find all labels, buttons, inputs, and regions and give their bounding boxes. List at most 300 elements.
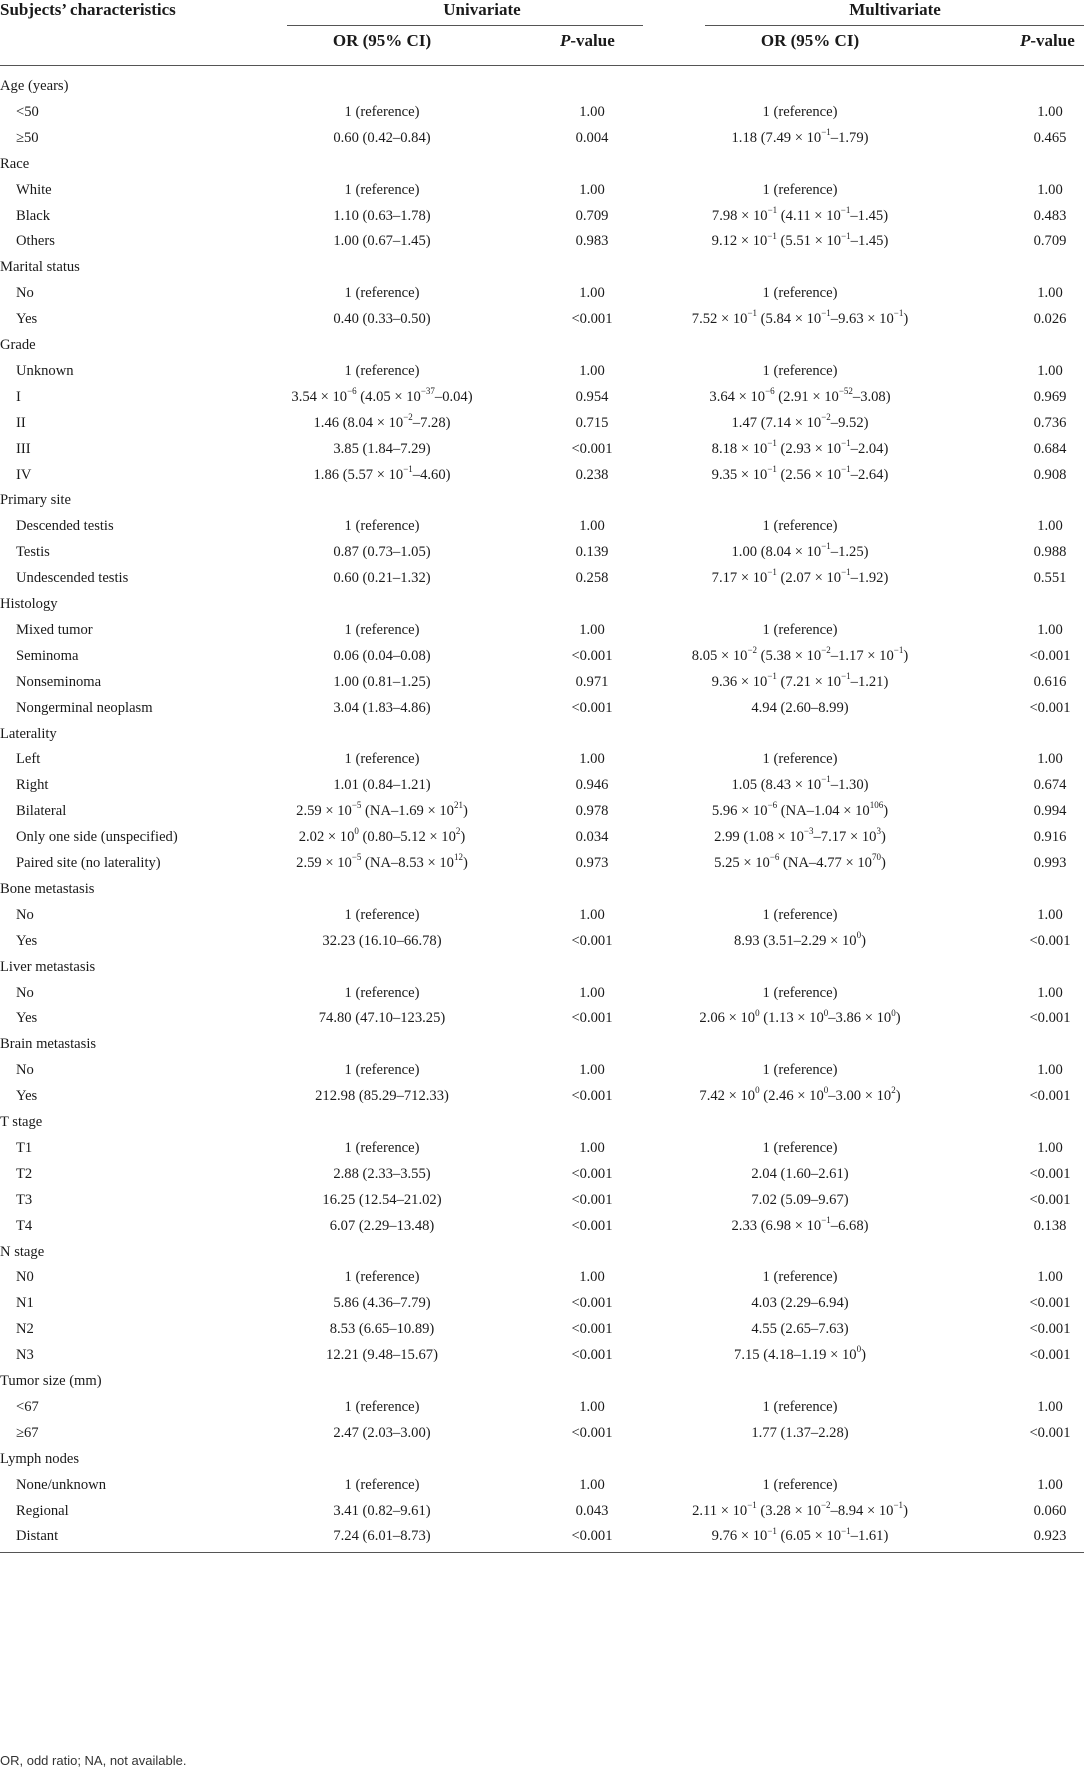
table-header-top bbox=[0, 0, 1084, 22]
table-row bbox=[0, 178, 1084, 204]
row-label: Bone metastasis bbox=[0, 880, 95, 897]
row-label: T stage bbox=[0, 1114, 43, 1130]
row-label: I bbox=[16, 388, 21, 405]
multivariate-or-cell: 1 (reference) bbox=[762, 1476, 838, 1493]
table-row bbox=[0, 540, 1084, 566]
univariate-p-cell: 1.00 bbox=[579, 518, 605, 535]
table-row bbox=[0, 773, 1084, 799]
group-header-row bbox=[0, 255, 1084, 281]
row-label: Undescended testis bbox=[16, 570, 129, 587]
univariate-p-cell: <0.001 bbox=[571, 440, 613, 457]
row-label: II bbox=[16, 414, 26, 431]
row-label: Yes bbox=[16, 932, 38, 949]
univariate-p-cell: <0.001 bbox=[571, 1321, 613, 1338]
multivariate-p-cell: 0.988 bbox=[1033, 544, 1067, 561]
univariate-p-cell: 0.715 bbox=[575, 414, 609, 431]
univariate-or-cell: 7.24 (6.01–8.73) bbox=[333, 1528, 431, 1545]
multivariate-p-cell: 1.00 bbox=[1037, 1062, 1063, 1079]
univariate-rule bbox=[287, 25, 643, 26]
multivariate-or-cell: 1.18 $(7.49 \times 10^{-1}-1.79)$ bbox=[731, 126, 869, 146]
table-row bbox=[0, 1136, 1084, 1162]
multivariate-p-cell: 1.00 bbox=[1037, 621, 1063, 638]
multivariate-p-cell: 1.00 bbox=[1037, 1139, 1063, 1156]
table-row bbox=[0, 851, 1084, 877]
p-italic: P bbox=[1020, 31, 1031, 50]
table-row bbox=[0, 307, 1084, 333]
univariate-p-cell: <0.001 bbox=[571, 1088, 613, 1105]
table-row bbox=[0, 100, 1084, 126]
row-label: N stage bbox=[0, 1243, 45, 1260]
row-label: Mixed tumor bbox=[16, 621, 93, 638]
multivariate-p-cell: 0.465 bbox=[1033, 129, 1067, 146]
univariate-p-cell: 0.004 bbox=[575, 129, 609, 146]
row-label: Left bbox=[16, 751, 41, 768]
group-header-row bbox=[0, 955, 1084, 981]
univariate-p-cell: 1.00 bbox=[579, 906, 605, 923]
univariate-or-cell: 1.00 (0.81–1.25) bbox=[333, 673, 431, 690]
header-univariate-or: OR (95% CI) bbox=[332, 31, 432, 50]
table-row bbox=[0, 126, 1084, 152]
multivariate-or-cell: 1 (reference) bbox=[762, 1398, 838, 1415]
univariate-or-cell: 74.80 (47.10–123.25) bbox=[318, 1010, 446, 1027]
row-label: Only one side (unspecified) bbox=[16, 829, 178, 846]
table-header-sub bbox=[0, 28, 1084, 58]
table-row bbox=[0, 1421, 1084, 1447]
univariate-or-cell: 3.04 (1.83–4.86) bbox=[333, 699, 431, 716]
row-label: Tumor size (mm) bbox=[0, 1373, 102, 1389]
group-header-row bbox=[0, 592, 1084, 618]
multivariate-p-cell: 1.00 bbox=[1037, 984, 1063, 1001]
row-label: None/unknown bbox=[16, 1476, 106, 1493]
multivariate-or-cell: $2.06 \times 10^0$ $(1.13 \times 10^0-3.86 \times 10^0)$ bbox=[699, 1007, 901, 1027]
row-label: No bbox=[16, 1062, 34, 1079]
univariate-or-cell: 1 (reference) bbox=[344, 285, 420, 302]
multivariate-p-cell: <0.001 bbox=[1029, 932, 1071, 949]
row-label: III bbox=[16, 440, 31, 457]
row-label: <67 bbox=[16, 1398, 39, 1415]
group-header-row bbox=[0, 1447, 1084, 1473]
univariate-p-cell: 1.00 bbox=[579, 751, 605, 768]
multivariate-p-cell: <0.001 bbox=[1029, 1088, 1071, 1105]
row-label: N0 bbox=[16, 1269, 34, 1286]
univariate-or-cell: 0.06 (0.04–0.08) bbox=[333, 647, 431, 664]
univariate-or-cell: 1 (reference) bbox=[344, 621, 420, 638]
univariate-or-cell: 212.98 (85.29–712.33) bbox=[315, 1088, 449, 1105]
multivariate-p-cell: 0.709 bbox=[1033, 233, 1067, 250]
multivariate-p-cell: 1.00 bbox=[1037, 1398, 1063, 1415]
univariate-or-cell: 1 (reference) bbox=[344, 518, 420, 535]
row-label: Histology bbox=[0, 596, 58, 612]
univariate-or-cell: $2.59 \times 10^{-5}$ $(NA-8.53 \times 10^{12})$ bbox=[296, 852, 468, 871]
row-label: White bbox=[16, 181, 52, 198]
multivariate-rule bbox=[705, 25, 1084, 26]
group-header-row bbox=[0, 488, 1084, 514]
header-univariate-p bbox=[560, 31, 615, 51]
multivariate-p-cell: 1.00 bbox=[1037, 362, 1063, 379]
univariate-or-cell: 2.47 (2.03–3.00) bbox=[333, 1424, 431, 1441]
univariate-p-cell: 0.983 bbox=[575, 233, 609, 250]
p-label: -value bbox=[570, 31, 615, 50]
row-label: Distant bbox=[16, 1528, 59, 1545]
univariate-p-cell: 1.00 bbox=[579, 1139, 605, 1156]
multivariate-or-cell: 1 (reference) bbox=[762, 906, 838, 923]
univariate-p-cell: <0.001 bbox=[571, 932, 613, 949]
univariate-or-cell: 1.46 $(8.04 \times 10^{-2}-7.28)$ bbox=[313, 411, 451, 431]
multivariate-p-cell: 1.00 bbox=[1037, 1476, 1063, 1493]
row-label: T4 bbox=[16, 1217, 33, 1234]
multivariate-or-cell: $8.18 \times 10^{-1}$ $(2.93 \times 10^{-1}-2.04)$ bbox=[711, 437, 889, 457]
row-label: Yes bbox=[16, 1088, 38, 1105]
univariate-or-cell: 0.60 (0.42–0.84) bbox=[333, 129, 431, 146]
multivariate-or-cell: $7.17 \times 10^{-1}$ $(2.07 \times 10^{-1}-1.92)$ bbox=[711, 567, 889, 587]
table-row bbox=[0, 229, 1084, 255]
table-row bbox=[0, 1058, 1084, 1084]
univariate-p-cell: 0.258 bbox=[575, 570, 609, 587]
row-label: No bbox=[16, 285, 34, 302]
table-row bbox=[0, 929, 1084, 955]
multivariate-p-cell: 0.969 bbox=[1033, 388, 1067, 405]
univariate-p-cell: 0.139 bbox=[575, 544, 609, 561]
univariate-p-cell: <0.001 bbox=[571, 699, 613, 716]
table-row bbox=[0, 696, 1084, 722]
univariate-p-cell: 0.709 bbox=[575, 207, 609, 224]
row-label: T1 bbox=[16, 1139, 33, 1156]
univariate-or-cell: 3.85 (1.84–7.29) bbox=[333, 440, 431, 457]
row-label: Grade bbox=[0, 337, 36, 353]
row-label: Yes bbox=[16, 1010, 38, 1027]
univariate-p-cell: 1.00 bbox=[579, 984, 605, 1001]
group-header-row bbox=[0, 333, 1084, 359]
univariate-p-cell: 1.00 bbox=[579, 1269, 605, 1286]
row-label: T3 bbox=[16, 1191, 33, 1208]
univariate-p-cell: <0.001 bbox=[571, 1165, 613, 1182]
multivariate-p-cell: 0.674 bbox=[1033, 777, 1067, 794]
table-row bbox=[0, 1084, 1084, 1110]
multivariate-p-cell: <0.001 bbox=[1029, 647, 1071, 664]
univariate-or-cell: 0.87 (0.73–1.05) bbox=[333, 544, 431, 561]
row-label: Right bbox=[16, 777, 49, 794]
multivariate-or-cell: 1 (reference) bbox=[762, 362, 838, 379]
multivariate-or-cell: 1 (reference) bbox=[762, 1269, 838, 1286]
multivariate-p-cell: 0.026 bbox=[1033, 311, 1067, 328]
univariate-p-cell: 0.973 bbox=[575, 855, 609, 871]
row-label: Testis bbox=[16, 544, 50, 561]
univariate-p-cell: <0.001 bbox=[571, 1295, 613, 1312]
univariate-or-cell: 0.40 (0.33–0.50) bbox=[333, 311, 431, 328]
multivariate-p-cell: 1.00 bbox=[1037, 751, 1063, 768]
row-label: Regional bbox=[16, 1502, 69, 1519]
multivariate-or-cell: 1 (reference) bbox=[762, 103, 838, 120]
univariate-or-cell: 8.53 (6.65–10.89) bbox=[329, 1321, 435, 1338]
multivariate-p-cell: 0.684 bbox=[1033, 440, 1067, 457]
group-header-row bbox=[0, 877, 1084, 903]
row-label: Others bbox=[16, 233, 55, 250]
multivariate-or-cell: 1 (reference) bbox=[762, 984, 838, 1001]
multivariate-p-cell: <0.001 bbox=[1029, 1010, 1071, 1027]
multivariate-or-cell: $8.05 \times 10^{-2}$ $(5.38 \times 10^{-2}-1.17 \times 10^{-1})$ bbox=[691, 644, 909, 664]
row-label: No bbox=[16, 906, 34, 923]
row-label: IV bbox=[16, 466, 32, 483]
multivariate-p-cell: <0.001 bbox=[1029, 1191, 1071, 1208]
multivariate-or-cell: $5.25 \times 10^{-6}$ $(NA-4.77 \times 10^{70})$ bbox=[714, 852, 886, 871]
group-header-row bbox=[0, 74, 1084, 100]
table-row bbox=[0, 1291, 1084, 1317]
univariate-p-cell: 1.00 bbox=[579, 181, 605, 198]
multivariate-or-cell: 4.03 (2.29–6.94) bbox=[751, 1295, 849, 1312]
univariate-p-cell: <0.001 bbox=[571, 647, 613, 664]
univariate-p-cell: <0.001 bbox=[571, 1010, 613, 1027]
multivariate-or-cell: 1 (reference) bbox=[762, 1062, 838, 1079]
row-label: Age (years) bbox=[0, 78, 69, 94]
multivariate-or-cell: $7.98 \times 10^{-1}$ $(4.11 \times 10^{-1}-1.45)$ bbox=[711, 204, 889, 224]
univariate-or-cell: 1.10 (0.63–1.78) bbox=[333, 207, 431, 224]
table-row bbox=[0, 825, 1084, 851]
header-multivariate-p bbox=[1020, 31, 1075, 51]
multivariate-or-cell: $3.64 \times 10^{-6}$ $(2.91 \times 10^{-52}-3.08)$ bbox=[709, 385, 891, 405]
multivariate-p-cell: <0.001 bbox=[1029, 1295, 1071, 1312]
multivariate-p-cell: 0.616 bbox=[1033, 673, 1067, 690]
table-row bbox=[0, 981, 1084, 1007]
univariate-or-cell: 1 (reference) bbox=[344, 103, 420, 120]
multivariate-or-cell: 1 (reference) bbox=[762, 285, 838, 302]
row-label: Marital status bbox=[0, 259, 80, 276]
univariate-p-cell: 1.00 bbox=[579, 1062, 605, 1079]
univariate-or-cell: 0.60 (0.21–1.32) bbox=[333, 570, 431, 587]
multivariate-p-cell: 0.908 bbox=[1033, 466, 1067, 483]
table-row bbox=[0, 1395, 1084, 1421]
table-row bbox=[0, 644, 1084, 670]
univariate-p-cell: 0.238 bbox=[575, 466, 609, 483]
row-label: N1 bbox=[16, 1295, 34, 1312]
univariate-or-cell: 1.01 (0.84–1.21) bbox=[333, 777, 431, 794]
multivariate-or-cell: 7.15 $(4.18-1.19 \times 10^0)$ bbox=[734, 1344, 866, 1364]
table-row bbox=[0, 1524, 1084, 1550]
univariate-or-cell: 1.86 $(5.57 \times 10^{-1}-4.60)$ bbox=[313, 463, 451, 483]
univariate-p-cell: <0.001 bbox=[571, 1347, 613, 1364]
univariate-p-cell: 1.00 bbox=[579, 621, 605, 638]
univariate-p-cell: <0.001 bbox=[571, 1191, 613, 1208]
row-label: Paired site (no laterality) bbox=[16, 855, 161, 871]
multivariate-or-cell: $9.36 \times 10^{-1}$ $(7.21 \times 10^{-1}-1.21)$ bbox=[711, 670, 889, 690]
univariate-or-cell: 1 (reference) bbox=[344, 1398, 420, 1415]
univariate-or-cell: 12.21 (9.48–15.67) bbox=[326, 1347, 438, 1364]
multivariate-p-cell: 1.00 bbox=[1037, 1269, 1063, 1286]
multivariate-or-cell: 1.00 $(8.04 \times 10^{-1}-1.25)$ bbox=[731, 541, 869, 561]
row-label: T2 bbox=[16, 1165, 33, 1182]
row-label: Yes bbox=[16, 311, 38, 328]
multivariate-or-cell: 4.55 (2.65–7.63) bbox=[751, 1321, 849, 1338]
univariate-or-cell: $2.59 \times 10^{-5}$ $(NA-1.69 \times 10^{21})$ bbox=[296, 800, 468, 820]
table-row bbox=[0, 670, 1084, 696]
multivariate-or-cell: 8.93 $(3.51-2.29 \times 10^0)$ bbox=[734, 929, 866, 949]
univariate-p-cell: <0.001 bbox=[571, 311, 613, 328]
table-row bbox=[0, 618, 1084, 644]
multivariate-or-cell: 1 (reference) bbox=[762, 181, 838, 198]
multivariate-or-cell: $7.42 \times 10^0$ $(2.46 \times 10^0-3.00 \times 10^2)$ bbox=[699, 1085, 901, 1105]
multivariate-p-cell: 0.736 bbox=[1033, 414, 1067, 431]
multivariate-p-cell: 0.483 bbox=[1033, 207, 1067, 224]
multivariate-p-cell: 0.060 bbox=[1033, 1502, 1067, 1519]
multivariate-p-cell: 1.00 bbox=[1037, 518, 1063, 535]
multivariate-or-cell: 1 (reference) bbox=[762, 1139, 838, 1156]
multivariate-or-cell: 2.04 (1.60–2.61) bbox=[751, 1165, 849, 1182]
univariate-p-cell: 1.00 bbox=[579, 1398, 605, 1415]
univariate-p-cell: 1.00 bbox=[579, 1476, 605, 1493]
univariate-p-cell: 0.971 bbox=[575, 673, 609, 690]
univariate-p-cell: <0.001 bbox=[571, 1528, 613, 1545]
univariate-or-cell: 16.25 (12.54–21.02) bbox=[322, 1191, 442, 1208]
multivariate-p-cell: 0.923 bbox=[1033, 1528, 1067, 1545]
multivariate-or-cell: $7.52 \times 10^{-1}$ $(5.84 \times 10^{-1}-9.63 \times 10^{-1})$ bbox=[691, 308, 909, 328]
univariate-or-cell: 32.23 (16.10–66.78) bbox=[322, 932, 442, 949]
table-row bbox=[0, 799, 1084, 825]
table-row bbox=[0, 1214, 1084, 1240]
table-row bbox=[0, 437, 1084, 463]
row-label: <50 bbox=[16, 103, 39, 120]
multivariate-or-cell: 2.99 $(1.08 \times 10^{-3}-7.17 \times 10^3)$ bbox=[714, 826, 886, 846]
group-header-row bbox=[0, 722, 1084, 748]
group-header-row bbox=[0, 1110, 1084, 1136]
row-label: Race bbox=[0, 155, 30, 172]
univariate-p-cell: <0.001 bbox=[571, 1217, 613, 1234]
univariate-or-cell: 1 (reference) bbox=[344, 1269, 420, 1286]
univariate-or-cell: 1 (reference) bbox=[344, 751, 420, 768]
univariate-p-cell: 0.043 bbox=[575, 1502, 609, 1519]
univariate-or-cell: 2.88 (2.33–3.55) bbox=[333, 1165, 431, 1182]
table-row bbox=[0, 1188, 1084, 1214]
multivariate-or-cell: 7.02 (5.09–9.67) bbox=[751, 1191, 849, 1208]
multivariate-p-cell: 1.00 bbox=[1037, 181, 1063, 198]
multivariate-p-cell: 1.00 bbox=[1037, 906, 1063, 923]
table-row bbox=[0, 411, 1084, 437]
multivariate-p-cell: 0.138 bbox=[1033, 1217, 1067, 1234]
multivariate-p-cell: <0.001 bbox=[1029, 1424, 1071, 1441]
row-label: N3 bbox=[16, 1347, 34, 1364]
table-row bbox=[0, 281, 1084, 307]
univariate-or-cell: 1 (reference) bbox=[344, 1476, 420, 1493]
univariate-p-cell: 0.978 bbox=[575, 803, 609, 820]
multivariate-or-cell: 1 (reference) bbox=[762, 621, 838, 638]
multivariate-or-cell: $2.11 \times 10^{-1}$ $(3.28 \times 10^{-2}-8.94 \times 10^{-1})$ bbox=[692, 1499, 908, 1519]
row-label: Brain metastasis bbox=[0, 1036, 97, 1053]
table-row bbox=[0, 385, 1084, 411]
univariate-or-cell: 5.86 (4.36–7.79) bbox=[333, 1295, 431, 1312]
univariate-p-cell: 0.946 bbox=[575, 777, 609, 794]
multivariate-p-cell: <0.001 bbox=[1029, 699, 1071, 716]
table-row bbox=[0, 1317, 1084, 1343]
table-row bbox=[0, 1162, 1084, 1188]
row-label: Primary site bbox=[0, 492, 71, 509]
row-label: Black bbox=[16, 207, 51, 224]
p-label: -value bbox=[1030, 31, 1075, 50]
table-row bbox=[0, 1343, 1084, 1369]
table-row bbox=[0, 1265, 1084, 1291]
multivariate-or-cell: 1.77 (1.37–2.28) bbox=[751, 1424, 849, 1441]
univariate-or-cell: 1 (reference) bbox=[344, 1139, 420, 1156]
univariate-or-cell: $3.54 \times 10^{-6}$ $(4.05 \times 10^{-37}-0.04)$ bbox=[291, 385, 473, 405]
univariate-or-cell: 1 (reference) bbox=[344, 984, 420, 1001]
header-subjects: Subjects’ characteristics bbox=[0, 0, 176, 19]
table-row bbox=[0, 1499, 1084, 1525]
table-row bbox=[0, 747, 1084, 773]
table-row bbox=[0, 359, 1084, 385]
multivariate-or-cell: $9.35 \times 10^{-1}$ $(2.56 \times 10^{-1}-2.64)$ bbox=[711, 463, 889, 483]
row-label: Nonseminoma bbox=[16, 673, 102, 690]
multivariate-or-cell: 1 (reference) bbox=[762, 751, 838, 768]
univariate-or-cell: 6.07 (2.29–13.48) bbox=[329, 1217, 435, 1234]
multivariate-or-cell: 1.47 $(7.14 \times 10^{-2}-9.52)$ bbox=[731, 411, 869, 431]
table-row bbox=[0, 514, 1084, 540]
multivariate-p-cell: <0.001 bbox=[1029, 1321, 1071, 1338]
univariate-p-cell: 1.00 bbox=[579, 362, 605, 379]
row-label: Lymph nodes bbox=[0, 1450, 80, 1467]
row-label: Seminoma bbox=[16, 647, 79, 664]
group-header-row bbox=[0, 1032, 1084, 1058]
p-italic: P bbox=[560, 31, 571, 50]
table-row bbox=[0, 204, 1084, 230]
univariate-p-cell: 0.954 bbox=[575, 388, 609, 405]
table-bottom-rule bbox=[0, 1552, 1084, 1553]
row-label: Unknown bbox=[16, 362, 74, 379]
multivariate-p-cell: 1.00 bbox=[1037, 103, 1063, 120]
multivariate-p-cell: 0.993 bbox=[1033, 855, 1067, 871]
multivariate-or-cell: 2.33 $(6.98 \times 10^{-1}-6.68)$ bbox=[731, 1214, 869, 1234]
multivariate-or-cell: 4.94 (2.60–8.99) bbox=[751, 699, 849, 716]
row-label: Liver metastasis bbox=[0, 958, 96, 975]
univariate-or-cell: 3.41 (0.82–9.61) bbox=[333, 1502, 431, 1519]
univariate-or-cell: 1 (reference) bbox=[344, 362, 420, 379]
row-label: Laterality bbox=[0, 725, 57, 742]
univariate-or-cell: $2.02 \times 10^0$ $(0.80-5.12 \times 10^2)$ bbox=[298, 826, 466, 846]
table-row bbox=[0, 566, 1084, 592]
table-row bbox=[0, 1473, 1084, 1499]
table-footnote: OR, odd ratio; NA, not available. bbox=[0, 1753, 187, 1768]
table-row bbox=[0, 1006, 1084, 1032]
header-univariate: Univariate bbox=[443, 0, 521, 19]
multivariate-or-cell: 1.05 $(8.43 \times 10^{-1}-1.30)$ bbox=[731, 774, 869, 794]
univariate-p-cell: 1.00 bbox=[579, 285, 605, 302]
row-label: ≥67 bbox=[16, 1424, 39, 1441]
multivariate-p-cell: <0.001 bbox=[1029, 1347, 1071, 1364]
table-row bbox=[0, 903, 1084, 929]
header-multivariate: Multivariate bbox=[849, 0, 941, 19]
univariate-or-cell: 1 (reference) bbox=[344, 1062, 420, 1079]
row-label: ≥50 bbox=[16, 129, 39, 146]
univariate-p-cell: <0.001 bbox=[571, 1424, 613, 1441]
header-multivariate-or: OR (95% CI) bbox=[760, 31, 860, 50]
row-label: No bbox=[16, 984, 34, 1001]
univariate-or-cell: 1 (reference) bbox=[344, 181, 420, 198]
multivariate-p-cell: 0.551 bbox=[1033, 570, 1067, 587]
multivariate-or-cell: $5.96 \times 10^{-6}$ $(NA-1.04 \times 10^{106})$ bbox=[711, 800, 889, 820]
row-label: Nongerminal neoplasm bbox=[16, 699, 153, 716]
univariate-or-cell: 1.00 (0.67–1.45) bbox=[333, 233, 431, 250]
univariate-p-cell: 1.00 bbox=[579, 103, 605, 120]
univariate-p-cell: 0.034 bbox=[575, 829, 609, 846]
multivariate-or-cell: $9.76 \times 10^{-1}$ $(6.05 \times 10^{-1}-1.61)$ bbox=[711, 1525, 889, 1545]
header-bottom-rule bbox=[0, 65, 1084, 66]
multivariate-p-cell: 0.916 bbox=[1033, 829, 1067, 846]
row-label: N2 bbox=[16, 1321, 34, 1338]
row-label: Descended testis bbox=[16, 518, 114, 535]
multivariate-or-cell: 1 (reference) bbox=[762, 518, 838, 535]
group-header-row bbox=[0, 1369, 1084, 1395]
row-label: Bilateral bbox=[16, 803, 67, 820]
multivariate-p-cell: 1.00 bbox=[1037, 285, 1063, 302]
table-row bbox=[0, 463, 1084, 489]
group-header-row bbox=[0, 1240, 1084, 1266]
univariate-or-cell: 1 (reference) bbox=[344, 906, 420, 923]
